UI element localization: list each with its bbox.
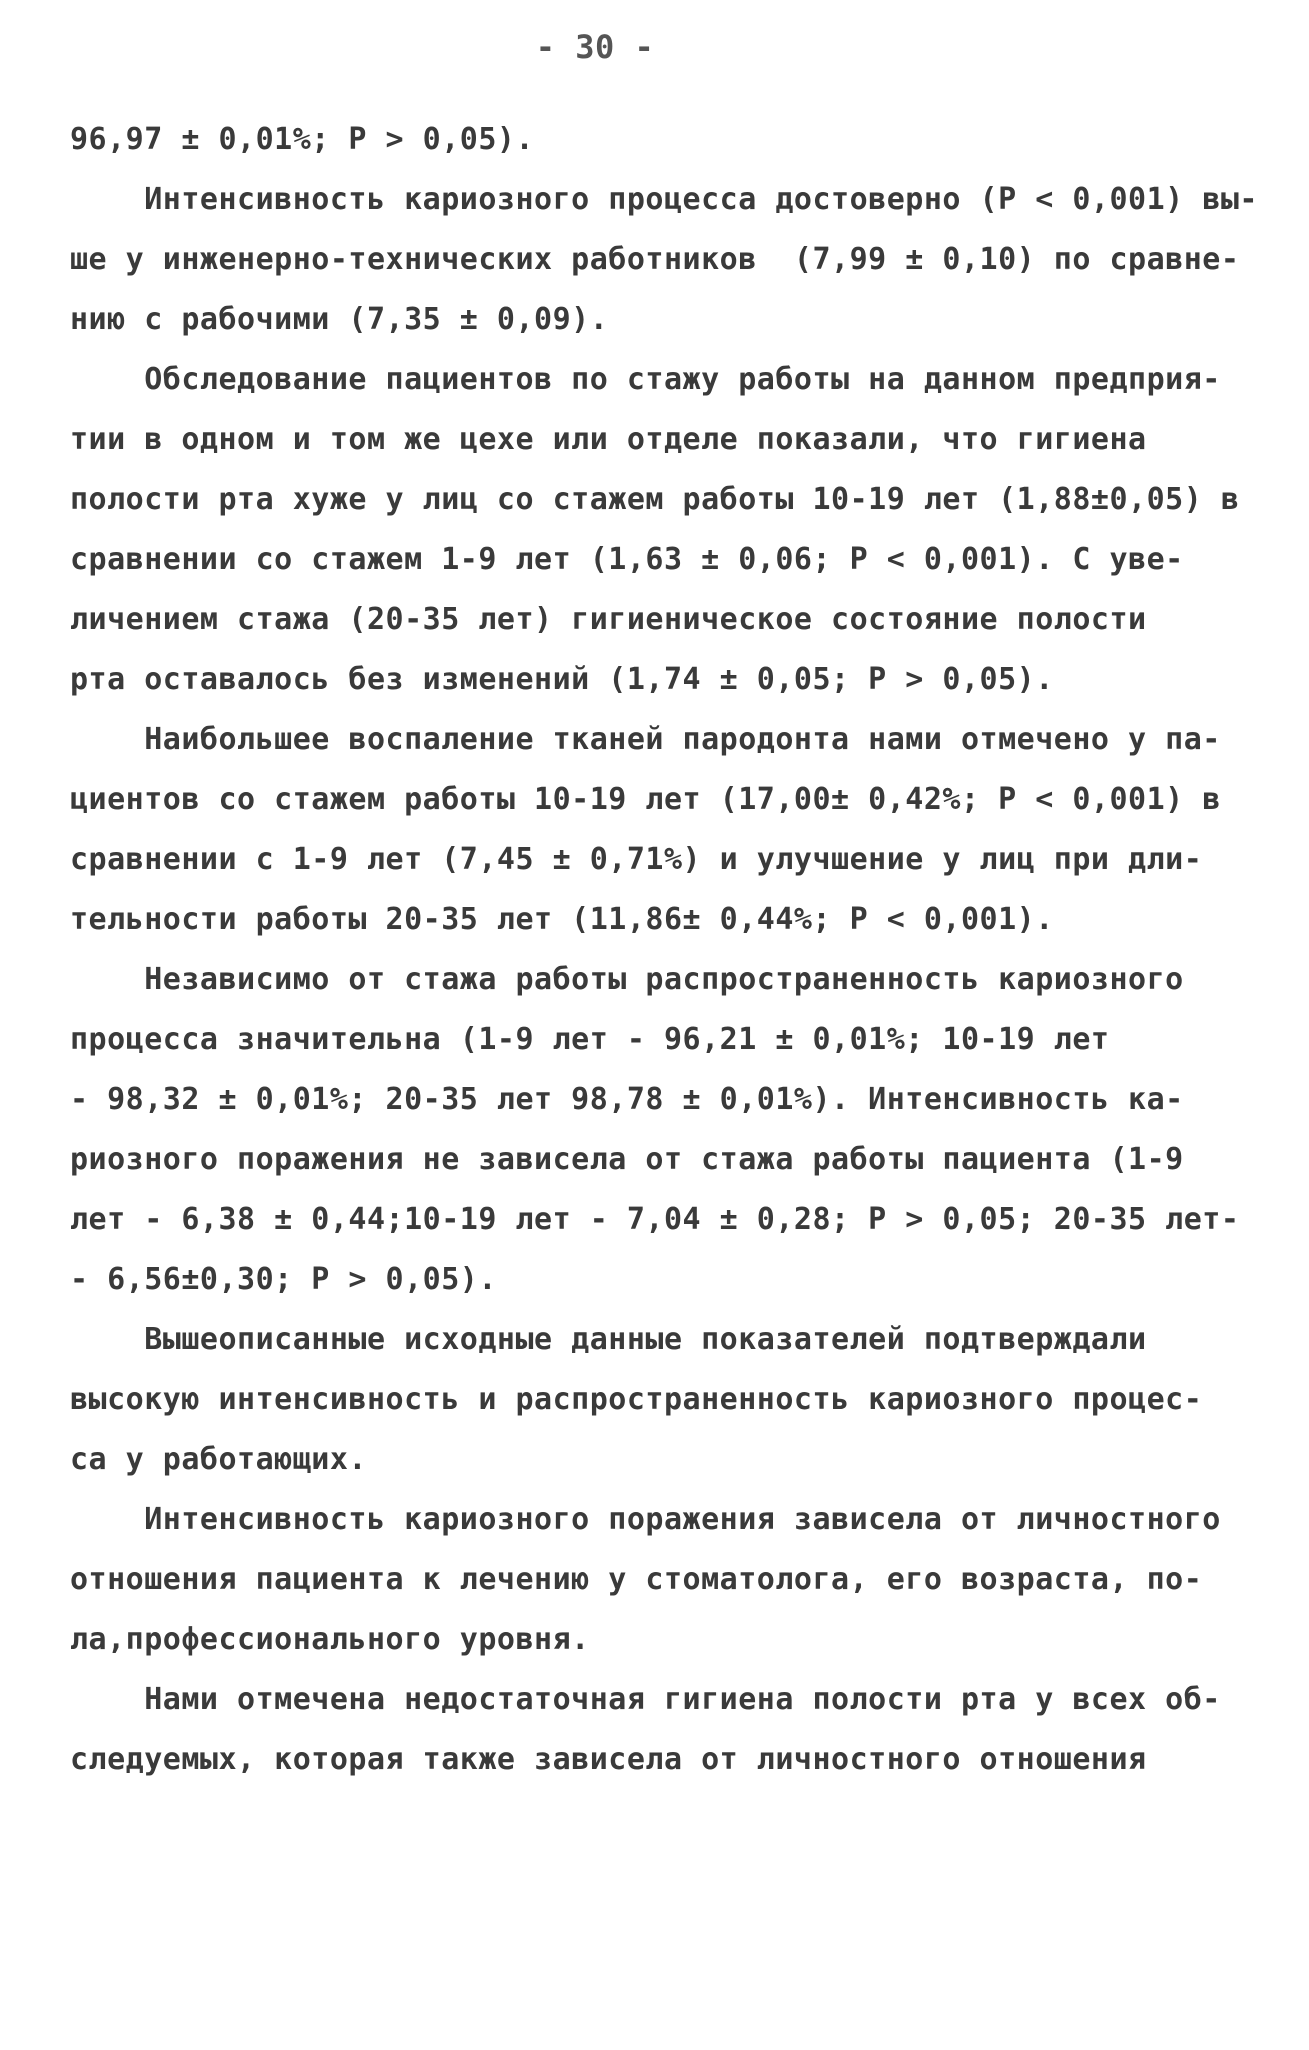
text-line: циентов со стажем работы 10-19 лет (17,00± 0,42%; P < 0,001) в: [70, 782, 1221, 817]
text-line: Нами отмечена недостаточная гигиена полости рта у всех об-: [70, 1682, 1221, 1717]
text-line: следуемых, которая также зависела от личностного отношения: [70, 1742, 1147, 1777]
text-line: - 98,32 ± 0,01%; 20-35 лет 98,78 ± 0,01%). Интенсивность ка-: [70, 1082, 1184, 1117]
text-line: рта оставалось без изменений (1,74 ± 0,05; P > 0,05).: [70, 662, 1054, 697]
text-line: Обследование пациентов по стажу работы на данном предприя-: [70, 362, 1221, 397]
text-line: Интенсивность кариозного процесса достоверно (P < 0,001) вы-: [70, 182, 1258, 217]
text-line: 96,97 ± 0,01%; P > 0,05).: [70, 122, 535, 157]
text-line: ла,профессионального уровня.: [70, 1622, 590, 1657]
text-line: риозного поражения не зависела от стажа работы пациента (1-9: [70, 1142, 1184, 1177]
text-line: Независимо от стажа работы распространенность кариозного: [70, 962, 1184, 997]
text-line: Интенсивность кариозного поражения зависела от личностного: [70, 1502, 1221, 1537]
text-line: лет - 6,38 ± 0,44;10-19 лет - 7,04 ± 0,28; P > 0,05; 20-35 лет-: [70, 1202, 1240, 1237]
text-line: отношения пациента к лечению у стоматолога, его возраста, по-: [70, 1562, 1203, 1597]
text-line: - 6,56±0,30; P > 0,05).: [70, 1262, 497, 1297]
text-line: полости рта хуже у лиц со стажем работы 10-19 лет (1,88±0,05) в: [70, 482, 1240, 517]
text-line: личением стажа (20-35 лет) гигиеническое состояние полости: [70, 602, 1147, 637]
text-line: высокую интенсивность и распространенность кариозного процес-: [70, 1382, 1203, 1417]
text-line: тии в одном и том же цехе или отделе показали, что гигиена: [70, 422, 1147, 457]
text-line: са у работающих.: [70, 1442, 367, 1477]
text-line: сравнении с 1-9 лет (7,45 ± 0,71%) и улучшение у лиц при дли-: [70, 842, 1203, 877]
body-text: [70, 110, 1258, 1790]
text-line: Вышеописанные исходные данные показателей подтверждали: [70, 1322, 1147, 1357]
text-line: процесса значительна (1-9 лет - 96,21 ± 0,01%; 10-19 лет: [70, 1022, 1110, 1057]
page-number: - 30 -: [535, 28, 655, 66]
text-line: ше у инженерно-технических работников (7,99 ± 0,10) по сравне-: [70, 242, 1240, 277]
text-line: нию с рабочими (7,35 ± 0,09).: [70, 302, 609, 337]
text-line: тельности работы 20-35 лет (11,86± 0,44%; P < 0,001).: [70, 902, 1054, 937]
text-line: сравнении со стажем 1-9 лет (1,63 ± 0,06; P < 0,001). С уве-: [70, 542, 1184, 577]
text-line: Наибольшее воспаление тканей пародонта нами отмечено у па-: [70, 722, 1221, 757]
